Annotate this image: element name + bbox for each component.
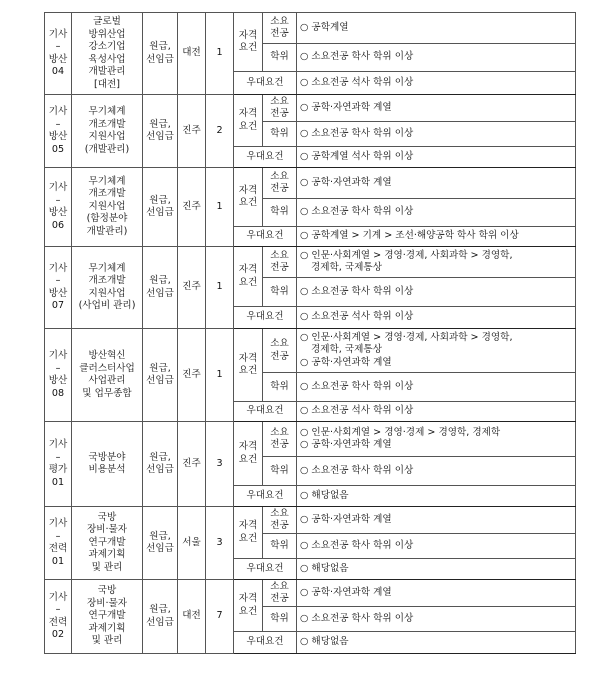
major-label: 소요 전공 — [263, 329, 297, 373]
requirement-line: ○ 공학·자연과학 계열 — [300, 439, 392, 450]
job-title: 글로벌 방위산업 강소기업 육성사업 개발관리 [대전] — [72, 13, 143, 95]
requirement-line: ○ 공학·자연과학 계열 — [300, 513, 392, 525]
major-requirement — [297, 580, 576, 607]
qualification-label: 자격 요건 — [234, 247, 263, 307]
preference-label: 우대요건 — [234, 559, 297, 580]
major-label: 소요 전공 — [263, 580, 297, 607]
requirement-line: ○ 공학계열 석사 학위 이상 — [300, 150, 414, 162]
hiring-count: 1 — [206, 329, 234, 422]
qualification-label: 자격 요건 — [234, 422, 263, 486]
grade: 원급, 선임급 — [143, 13, 178, 95]
hiring-count: 1 — [206, 247, 234, 329]
position-code: 기사 – 방산 05 — [45, 95, 72, 168]
work-location: 대전 — [178, 580, 206, 654]
qualification-label: 자격 요건 — [234, 580, 263, 632]
position-row — [45, 580, 576, 607]
preference-requirement — [297, 147, 576, 168]
requirement-line: ○ 소요전공 학사 학위 이상 — [300, 612, 414, 624]
degree-requirement — [297, 278, 576, 307]
position-code: 기사 – 평가 01 — [45, 422, 72, 507]
work-location: 진주 — [178, 247, 206, 329]
work-location: 진주 — [178, 95, 206, 168]
preference-label: 우대요건 — [234, 632, 297, 654]
requirement-line: ○ 소요전공 학사 학위 이상 — [300, 464, 414, 476]
hiring-count: 2 — [206, 95, 234, 168]
position-code: 기사 – 방산 06 — [45, 168, 72, 247]
position-row — [45, 329, 576, 373]
major-requirement — [297, 422, 576, 457]
hiring-count: 1 — [206, 168, 234, 247]
requirement-line: ○ 해당없음 — [300, 562, 349, 574]
degree-requirement — [297, 373, 576, 402]
hiring-count: 3 — [206, 507, 234, 580]
job-title: 무기체계 개조개발 지원사업 (함정분야 개발관리) — [72, 168, 143, 247]
job-title: 국방 장비·물자 연구개발 과제기획 및 관리 — [72, 507, 143, 580]
preference-requirement — [297, 402, 576, 422]
work-location: 대전 — [178, 13, 206, 95]
requirement-line: ○ 소요전공 석사 학위 이상 — [300, 76, 414, 88]
grade: 원급, 선임급 — [143, 329, 178, 422]
requirement-line: ○ 공학계열 — [300, 21, 349, 33]
position-code: 기사 – 전력 01 — [45, 507, 72, 580]
degree-requirement — [297, 457, 576, 486]
major-requirement — [297, 329, 576, 373]
hiring-count: 7 — [206, 580, 234, 654]
requirement-line: ○ 공학·자연과학 계열 — [300, 586, 392, 598]
major-label: 소요 전공 — [263, 507, 297, 534]
requirement-line: ○ 소요전공 석사 학위 이상 — [300, 405, 414, 417]
recruitment-table — [44, 12, 576, 654]
requirement-line: ○ 소요전공 학사 학위 이상 — [300, 380, 414, 392]
work-location: 진주 — [178, 422, 206, 507]
requirement-line: ○ 소요전공 석사 학위 이상 — [300, 311, 414, 323]
major-label: 소요 전공 — [263, 422, 297, 457]
qualification-label: 자격 요건 — [234, 329, 263, 402]
position-row — [45, 247, 576, 278]
degree-label: 학위 — [263, 457, 297, 486]
requirement-line: ○ 소요전공 학사 학위 이상 — [300, 539, 414, 551]
preference-label: 우대요건 — [234, 486, 297, 507]
grade: 원급, 선임급 — [143, 580, 178, 654]
work-location: 서울 — [178, 507, 206, 580]
degree-requirement — [297, 607, 576, 632]
requirement-line: ○ 공학·자연과학 계열 — [300, 356, 392, 368]
requirement-line: ○ 공학·자연과학 계열 — [300, 176, 392, 188]
requirement-line: 경제학, 국제통상 — [311, 344, 382, 356]
job-title: 국방 장비·물자 연구개발 과제기획 및 관리 — [72, 580, 143, 654]
position-row — [45, 422, 576, 457]
degree-label: 학위 — [263, 44, 297, 72]
job-title: 방산혁신 클러스터사업 사업관리 및 업무종합 — [72, 329, 143, 422]
degree-label: 학위 — [263, 607, 297, 632]
position-code: 기사 – 방산 04 — [45, 13, 72, 95]
job-title: 국방분야 비용분석 — [72, 422, 143, 507]
grade: 원급, 선임급 — [143, 247, 178, 329]
preference-label: 우대요건 — [234, 227, 297, 247]
requirement-line: ○ 인문·사회계열 > 경영·경제 > 경영학, 경제학 — [300, 426, 501, 438]
major-requirement — [297, 507, 576, 534]
degree-label: 학위 — [263, 278, 297, 307]
preference-label: 우대요건 — [234, 147, 297, 168]
work-location: 진주 — [178, 329, 206, 422]
preference-requirement — [297, 72, 576, 95]
major-label: 소요 전공 — [263, 168, 297, 199]
position-row — [45, 13, 576, 44]
qualification-label: 자격 요건 — [234, 507, 263, 559]
requirement-line: ○ 인문·사회계열 > 경영·경제, 사회과학 > 경영학, — [300, 331, 513, 343]
preference-label: 우대요건 — [234, 402, 297, 422]
requirement-line: ○ 공학·자연과학 계열 — [300, 101, 392, 113]
requirement-line: ○ 소요전공 학사 학위 이상 — [300, 127, 414, 139]
degree-requirement — [297, 44, 576, 72]
position-row — [45, 168, 576, 199]
requirement-line: ○ 소요전공 학사 학위 이상 — [300, 285, 414, 297]
requirement-line: ○ 인문·사회계열 > 경영·경제, 사회과학 > 경영학, — [300, 249, 513, 261]
degree-label: 학위 — [263, 534, 297, 559]
qualification-label: 자격 요건 — [234, 95, 263, 147]
preference-requirement — [297, 307, 576, 329]
requirement-line: ○ 해당없음 — [300, 636, 349, 648]
work-location: 진주 — [178, 168, 206, 247]
major-requirement — [297, 13, 576, 44]
degree-label: 학위 — [263, 199, 297, 227]
grade: 원급, 선임급 — [143, 95, 178, 168]
position-row — [45, 95, 576, 122]
job-title: 무기체계 개조개발 지원사업 (사업비 관리) — [72, 247, 143, 329]
requirement-line: 경제학, 국제통상 — [311, 262, 382, 273]
qualification-label: 자격 요건 — [234, 168, 263, 227]
grade: 원급, 선임급 — [143, 507, 178, 580]
degree-label: 학위 — [263, 373, 297, 402]
position-code: 기사 – 방산 07 — [45, 247, 72, 329]
job-title: 무기체계 개조개발 지원사업 (개발관리) — [72, 95, 143, 168]
qualification-label: 자격 요건 — [234, 13, 263, 72]
preference-requirement — [297, 486, 576, 507]
position-code: 기사 – 전력 02 — [45, 580, 72, 654]
position-code: 기사 – 방산 08 — [45, 329, 72, 422]
preference-requirement — [297, 227, 576, 247]
degree-requirement — [297, 122, 576, 147]
requirement-line: ○ 소요전공 학사 학위 이상 — [300, 51, 414, 63]
degree-label: 학위 — [263, 122, 297, 147]
major-requirement — [297, 247, 576, 278]
degree-requirement — [297, 534, 576, 559]
hiring-count: 3 — [206, 422, 234, 507]
requirement-line: ○ 공학계열 > 기계 > 조선·해양공학 학사 학위 이상 — [300, 230, 519, 242]
requirement-line: ○ 해당없음 — [300, 489, 349, 501]
preference-label: 우대요건 — [234, 72, 297, 95]
major-label: 소요 전공 — [263, 13, 297, 44]
major-requirement — [297, 168, 576, 199]
position-row — [45, 507, 576, 534]
major-requirement — [297, 95, 576, 122]
grade: 원급, 선임급 — [143, 168, 178, 247]
preference-requirement — [297, 559, 576, 580]
requirement-line: ○ 소요전공 학사 학위 이상 — [300, 206, 414, 218]
degree-requirement — [297, 199, 576, 227]
preference-label: 우대요건 — [234, 307, 297, 329]
major-label: 소요 전공 — [263, 247, 297, 278]
hiring-count: 1 — [206, 13, 234, 95]
grade: 원급, 선임급 — [143, 422, 178, 507]
preference-requirement — [297, 632, 576, 654]
major-label: 소요 전공 — [263, 95, 297, 122]
